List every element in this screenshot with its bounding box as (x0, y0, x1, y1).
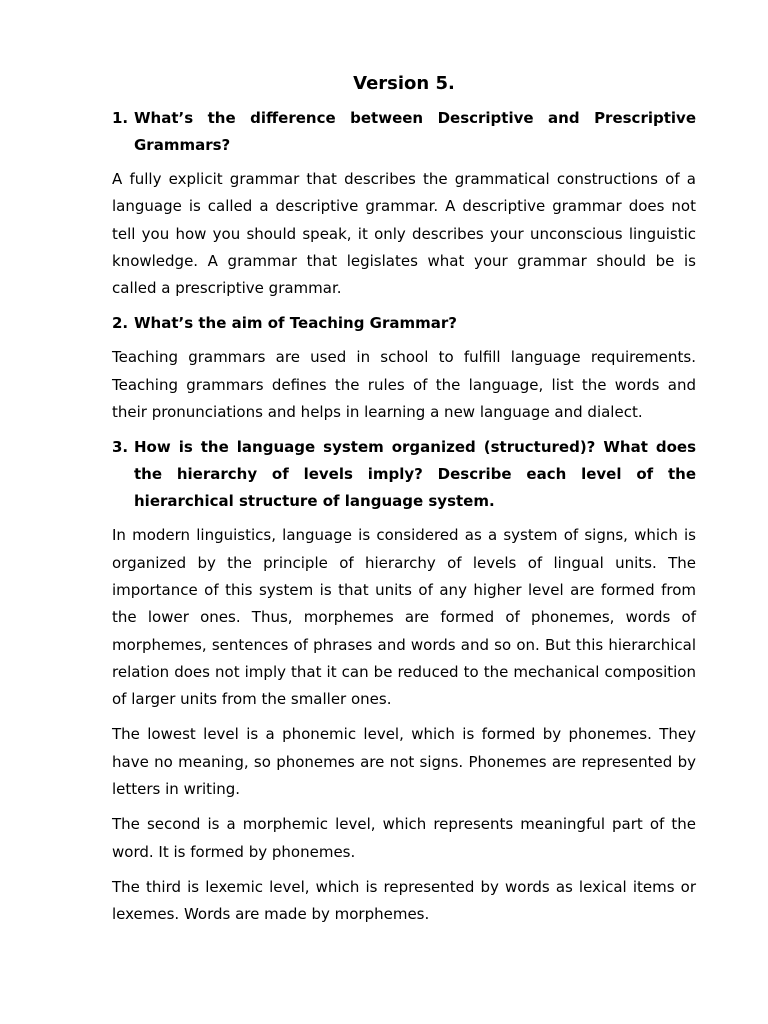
document-title: Version 5. (353, 73, 455, 94)
question-1-text: What’s the difference between Descriptive and Prescriptive Grammars? (134, 109, 696, 154)
answer-3-paragraph-3: The second is a morphemic level, which represents meaningful part of the word. It is formed by phonemes. (112, 815, 696, 861)
answer-2-paragraph: Teaching grammars are used in school to fulfill language requirements. Teaching grammars defines the rules of the language, list the words and their pronunciations and helps in learning a new language and dialect. (112, 348, 696, 422)
document-body (112, 70, 696, 937)
question-1-number: 1. (112, 109, 129, 127)
question-2-number: 2. (112, 314, 129, 333)
question-2 (112, 310, 696, 337)
question-3-text: How is the language system organized (structured)? What does the hierarchy of levels imply? Describe each level of the hierarchical structure of language system. (134, 438, 696, 511)
answer-3-paragraph-2: The lowest level is a phonemic level, which is formed by phonemes. They have no meaning, so phonemes are not signs. Phonemes are represented by letters in writing. (112, 725, 696, 799)
answer-3-paragraph-1: In modern linguistics, language is considered as a system of signs, which is organized by the principle of hierarchy of levels of lingual units. The importance of this system is that units of any higher level are formed from the lower ones. Thus, morphemes are formed of phonemes, words of morphemes, sentences of phrases and words and so on. But this hierarchical relation does not imply that it can be reduced to the mechanical composition of larger units from the smaller ones. (112, 526, 696, 709)
question-2-text: What’s the aim of Teaching Grammar? (134, 314, 457, 333)
question-1 (112, 105, 696, 159)
answer-3-paragraph-4: The third is lexemic level, which is represented by words as lexical items or lexemes. Words are made by morphemes. (112, 877, 696, 924)
question-3-number: 3. (112, 438, 129, 457)
question-3 (112, 434, 696, 515)
answer-1-paragraph: A fully explicit grammar that describes the grammatical constructions of a language is called a descriptive grammar. A descriptive grammar does not tell you how you should speak, it only describes your unconscious linguistic knowledge. A grammar that legislates what your grammar should be is called a prescriptive grammar. (112, 170, 696, 298)
